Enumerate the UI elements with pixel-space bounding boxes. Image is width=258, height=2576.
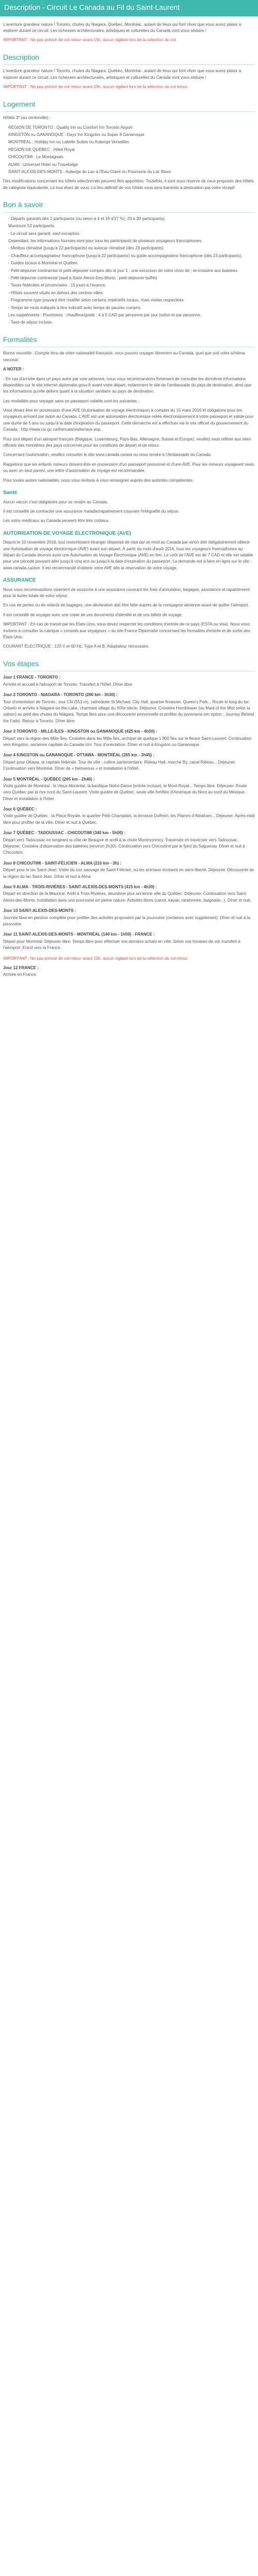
section-heading-logement: Logement (3, 99, 255, 112)
ave-para: Depuis le 10 novembre 2016, tout ressortissant étranger dispensé de visa qui se rend au Canada par avion doit obligatoirement obtenir une Autorisation de voyage électronique (AVE) avant son départ. À partir du mois d'août 2016, tous les voyageurs francophones au départ du Canada devront avoir une Autorisation de Voyage Électronique (AVE) en lien. Le coût de l'AVE est de 7 CAD et elle est valable pour une période pouvant aller jusqu'à cinq ans ou jusqu'à la date d'expiration du passeport. La demande est à faire en ligne sur le site : www.canada.ca/ave. Il est recommandé d'obtenir votre AVE dès la réservation de votre voyage. (3, 540, 253, 570)
assurance-para: Nous vous recommandons vivement de souscrire à une assurance couvrant les frais d'annulation, bagages, assistance et rapatriement pour la durée totale de votre séjour. (3, 587, 250, 599)
hotel-item: MONTRÉAL : Holiday Inn ou Labelle Suites ou Auberge Versailles (8, 140, 130, 145)
subheading-ave: AUTORISATION DE VOYAGE ÉLECTRONIQUE (AVE) (3, 530, 131, 536)
hotel-item: SAINT-ALEXIS-DES-MONTS : Auberge du Lac-à-l'Eau-Claire ou Pourvoirie du Lac Blanc (8, 169, 171, 174)
bon-savoir-item: - Guides locaux à Montréal et Québec. (8, 261, 79, 266)
description-important: IMPORTANT : Ne pas prévoir de vol retour avant 15h, aucun vigilant lors de la sélection du vol retour. (3, 84, 189, 90)
day-block (3, 752, 255, 772)
bon-savoir-item: - Taxe de séjour incluse. (8, 320, 53, 325)
hotel-item: ALMA : Universel Hotel ou Travelodge (8, 162, 78, 167)
day-block (3, 884, 255, 904)
formalites-para: Vous devez être en possession d'une AVE (Autorisation de voyage électronique) à compter du 15 mars 2016 et obligatoire pour les voyageurs arrivant par avion au Canada. L'AVE est une autorisation électronique reliée électroniquement à votre passeport et valide pour une durée de 5 ans ou jusqu'à la date d'expiration du passeport. Cette démarche est à effectuer via le site officiel du gouvernement du Canada : http://www.cic.gc.ca/francais/visiter/ave.asp. (3, 408, 254, 432)
courant-electrique: COURANT ÉLECTRIQUE : 120 V et 60 Hz. Type A et B. Adaptateur nécessaire. (3, 644, 150, 649)
section-heading-formalites: Formalités (3, 334, 255, 348)
day-block (3, 806, 255, 826)
bon-savoir-item: - Hôtels souvent situés en dehors des centres-villes. (8, 290, 104, 295)
day-title: Jour 10 SAINT-ALEXIS-DES-MONTS : (3, 908, 76, 913)
etapes-important: IMPORTANT : Ne pas prévoir de vol retour avant 15h, aucun vigilant lors de la sélection du vol retour. (3, 956, 189, 961)
bon-savoir-item: - Départs garantis dès 2 participants (ou selon à 4 et 16 d'27 %), 20 à 30 participants). (8, 216, 166, 221)
day-text: Départ vers la région des Mille-Îles. Croisière dans les Mille-Îles, archipel de quelque 1 800 îles sur le fleuve Saint-Laurent. Continuation vers Kingston, ancienne capitale du Canada-Uni. Tour d'orientation. Dîner et nuit à Kingston ou Gananoque. (3, 736, 252, 747)
day-block (3, 965, 255, 978)
page-title: Description - Circuit Le Canada au Fil du Saint-Laurent (4, 3, 180, 11)
day-title: Jour 8 CHICOUTIMI - SAINT-FÉLICIEN - ALMA (210 km - 3h) : (3, 860, 122, 866)
day-text: Tour d'orientation de Toronto : tour CN (553 m), cathédrale St Michael, City Hall, quartier financier, Queen's Park... Route le long du lac Ontario et arrivée à Niagara-on-the-Lake, charmant village du XIXe siècle. Déjeuner. Croisière Hornblower (ou Maid of the Mist selon la saison) au pied des chutes du Niagara. Temps libre pour une découverte personnelle et profiter du panorama (en option : Journey Behind the Falls). Retour à Toronto. Dîner libre. (3, 699, 254, 723)
subheading-assurance: ASSURANCE (3, 578, 36, 584)
hotel-item: RÉGION DE QUÉBEC : Hôtel Royal (8, 147, 75, 152)
day-text: Visite guidée de Montréal : le Vieux-Montréal, la basilique Notre-Dame (entrée incluse), le Mont-Royal... Temps libre. Déjeuner. Route vers Québec par la rive nord du Saint-Laurent. Visite guidée de Québec, seule ville fortifiée d'Amérique du Nord au nord du Mexique. Dîner et installation à l'hôtel. (3, 783, 247, 801)
day-block (3, 931, 255, 951)
intro-para: L'aventure grandeur nature ! Toronto, chutes du Niagara, Québec, Montréal...autant de lieux qui font rêver que vous aurez plaisir à explorer durant ce circuit. Les richesses architecturales, artistiques et culturelles du Canada vont vous séduire ! (3, 22, 241, 33)
content (0, 22, 258, 993)
bon-savoir-item: Cependant, les informations fournies sont pour tous les participants de plusieurs voyageurs francophones. (8, 238, 203, 243)
logement-intro: Hôtels 3* (au centreville) : (3, 115, 51, 121)
subheading-sante: Santé (3, 490, 18, 496)
bon-savoir-item: - Taxes fédérales et provinciales : 15 jours à l'avance. (8, 283, 106, 288)
formalites-para: Pour toutes autres nationalités, nous vous invitons à vous renseigner auprès des autorités compétentes. (3, 478, 194, 483)
day-block (3, 860, 255, 880)
day-text: Départ pour Ottawa, la capitale fédérale. Tour de ville : colline parlementaire, Rideau Hall, marché By, canal Rideau... Déjeuner. Continuation vers Montréal. Dîner de « bienvenue » et installation à l'hôtel. (3, 759, 236, 771)
logement-note: Des modifications concernant les hôtels sélectionnés peuvent être apportées. Toutefois, il sont sous réserve de ceux proposés des hôtels de catégorie équivalente. Le tout étant de vous. Le lieu définitif de vos hôtels vous sera transmis à destination par votre récepif. (3, 179, 254, 190)
description-para: L'aventure grandeur nature ! Toronto, chutes du Niagara, Québec, Montréal...autant de lieux qui font rêver que vous aurez plaisir à explorer durant ce circuit. Les richesses architecturales, artistiques et culturelles du Canada vont vous séduire ! (3, 69, 241, 80)
day-title: Jour 9 ALMA - TROIS-RIVIÈRES - SAINT-ALEXIS-DES-MONTS (415 km - 4h30) : (3, 884, 157, 889)
formalites-para: Rappelons que les enfants mineurs doivent être en possession d'un passeport personnel et d'une AVE. Pour les mineurs voyageant seuls ou avec un seul parent, une lettre d'autorisation de voyage est recommandée. (3, 462, 254, 473)
day-block (3, 830, 255, 856)
sante-para: Les soins médicaux au Canada peuvent être très coûteux. (3, 518, 110, 523)
day-block (3, 908, 255, 927)
assurance-para: En cas de pertes ou de retards de bagages, une déclaration doit être faite auprès de la compagnie aérienne avant de quitter l'aéroport. (3, 603, 249, 608)
bon-savoir-item: Maximum 53 participants. (8, 224, 56, 229)
hotel-item: CHICOUTIMI : Le Montagnais (8, 155, 63, 160)
formalites-para: Pour tout départ d'un aéroport français (Belgique, Luxembourg, Pays-Bas, Allemagne, Suisse et Europe), veuillez vous référer aux sites officiels des ministères des pays concernés pour les conditions de départ et de retour. (3, 436, 251, 448)
assurance-para: Il est conseillé de voyager avec une copie de vos documents d'identité et de vos billets de voyage. (3, 612, 183, 617)
formalites-label: A NOTER : (3, 367, 24, 372)
day-text: Journée libre en pension complète pour profiter des activités proposées par la pourvoirie (certaines avec supplément). Dîner et nuit à la pourvoirie. (3, 915, 250, 926)
day-title: Jour 5 MONTRÉAL - QUÉBEC (265 km - 2h40) : (3, 776, 95, 782)
bon-savoir-list (3, 216, 255, 326)
formalites-para: - En cas d'arrivée dans un pays autre par voie aérienne, nous vous recommandons fortement de consulter les dernières informations disponibles sur le site internet diplomatie.gouv.fr avant votre départ, notamment le site de l'ambassade du pays de destination, ainsi que les informations qu'elle délivre quant à la situation sanitaire au pays de destination. (3, 376, 252, 394)
bon-savoir-item: Les suppléments : Pourboires : chauffeur/guide : 4 à 5 CAD par personne par jour (selon et par personne. (8, 312, 202, 317)
day-text: Départ vers Tadoussac en longeant la côte de Beaupré et arrêt à la chute Montmorency. Traversée en traversier vers Tadoussac. Déjeuner. Croisière d'observation des baleines (environ 2h30). Continuation vers Chicoutimi par le fjord du Saguenay. Dîner et nuit à Chicoutimi. (3, 837, 245, 855)
day-title: Jour 11 SAINT-ALEXIS-DES-MONTS - MONTRÉAL (140 km - 1h50) - FRANCE : (3, 932, 155, 937)
bon-savoir-item: - Petit-déjeuner continental et petit-déjeuner compris dès le jour 1 ; une excursion de votre choix de ; et croisière aux baleines (8, 268, 238, 273)
formalites-para: Bonne nouvelle : Compte tenu de votre nationalité française, vous pouvez voyager librement au Canada, quel que soit votre schéma vaccinal. (3, 351, 245, 362)
day-title: Jour 12 FRANCE : (3, 965, 39, 970)
day-text: Arrivée en France. (3, 972, 37, 977)
formalites-para: Concernant l'autorisation, veuillez consulter le site www.canada.ca/ave ou vous rendre à l'Ambassade du Canada. (3, 452, 212, 457)
section-heading-etapes: Vos étapes (3, 658, 255, 672)
bon-savoir-item: - Petit-déjeuner continental (sauf à Saint-Alexis-Des-Monts : petit-déjeuner buffet). (8, 275, 158, 280)
day-block (3, 728, 255, 748)
hotel-list (3, 125, 255, 176)
hotel-item: RÉGION DE TORONTO : Quality Inn ou Comfort Inn Toronto Airport (8, 125, 133, 130)
sante-para: Il est conseillé de contracter une assurance maladie/rapatriement couvrant l'intégralité du séjour. (3, 509, 180, 514)
bon-savoir-item: - Chauffeur accompagnateur francophone (jusqu'à 22 participants) ou guide accompagnateur francophone (dès 23 participants). (8, 253, 243, 258)
section-heading-description: Description (3, 52, 255, 65)
day-text: Départ en direction de la Mauricie. Arrêt à Trois-Rivières, deuxième plus ancienne ville du Québec. Déjeuner. Continuation vers Saint-Alexis-des-Monts. Installation dans une pourvoirie en pleine nature. Activités libres (canot, kayak, randonnée, baignade...). Dîner et nuit. (3, 891, 251, 903)
sante-para: Aucun vaccin n'est obligatoire pour se rendre au Canada. (3, 499, 108, 504)
day-title: Jour 3 TORONTO - MILLE-ÎLES - KINGSTON ou GANANOQUE (425 km - 4h50) : (3, 729, 157, 734)
transit-important: IMPORTANT : En cas de transit par les États-Unis, vous devez respecter les conditions d'entrée de ce pays (ESTA ou visa). Nous vous invitons à consulter la rubrique « conseils aux voyageurs » du site France Diplomatie concernant les formalités d'entrée et de sortie des États-Unis. (3, 622, 251, 639)
day-block (3, 692, 255, 724)
page (0, 0, 258, 993)
day-title: Jour 1 FRANCE - TORONTO : (3, 675, 61, 680)
day-title: Jour 2 TORONTO - NIAGARA - TORONTO (260 km - 3h30) : (3, 692, 118, 698)
day-text: Arrivée et accueil à l'aéroport de Toronto. Transfert à l'hôtel. Dîner libre. (3, 682, 134, 687)
day-block (3, 776, 255, 803)
day-text: Départ pour le lac Saint-Jean. Visite du zoo sauvage de Saint-Félicien, où les animaux évoluent en semi-liberté. Déjeuner. Découverte de la région du lac Saint-Jean. Dîner et nuit à Alma. (3, 868, 254, 879)
intro-important: IMPORTANT : Ne pas prévoir de vol retour avant 15h, aucun vigilant lors de la sélection du vol. (3, 38, 177, 43)
bon-savoir-item: - Temps de route indiqués à titre indicatif avec temps de pauses compris. (8, 305, 142, 310)
bon-savoir-item: - Programme type pouvant être modifié selon certains impératifs locaux, mais visites respectées. (8, 298, 185, 303)
day-title: Jour 7 QUÉBEC - TADOUSSAC - CHICOUTIMI (340 km - 5h00) : (3, 831, 126, 836)
day-title: Jour 4 KINGSTON ou GANANOQUE - OTTAWA - MONTRÉAL (355 km - 3h45) : (3, 753, 155, 758)
bon-savoir-item: - Le circuit sera garanti, sauf exception. (8, 231, 80, 236)
day-block (3, 674, 255, 688)
day-text: Départ pour Montréal. Déjeuner libre. Temps libre pour effectuer vos derniers achats en ville. Selon vos horaires de vol, transfert à l'aéroport. Envol vers la France. (3, 939, 240, 951)
hotel-item: KINGSTON ou GANANOQUE : Days Inn Kingston ou Super 8 Gananoque (8, 132, 144, 137)
day-title: Jour 6 QUÉBEC : (3, 807, 37, 812)
formalites-para: Les modalités pour voyager sans un passeport valable sont les suivantes : (3, 398, 139, 403)
day-text: Visite guidée de Québec : la Place Royale, le quartier Petit-Champlain, la terrasse Dufferin, les Plaines d'Abraham... Déjeuner. Après-midi libre pour profiter de la ville. Dîner et nuit à Québec. (3, 814, 255, 825)
title-banner (0, 0, 258, 16)
section-heading-bon-savoir: Bon à savoir (3, 199, 255, 213)
bon-savoir-item: - Minibus climatisé (jusqu'à 22 participants) ou autocar climatisé (dès 23 participants). (8, 246, 165, 251)
